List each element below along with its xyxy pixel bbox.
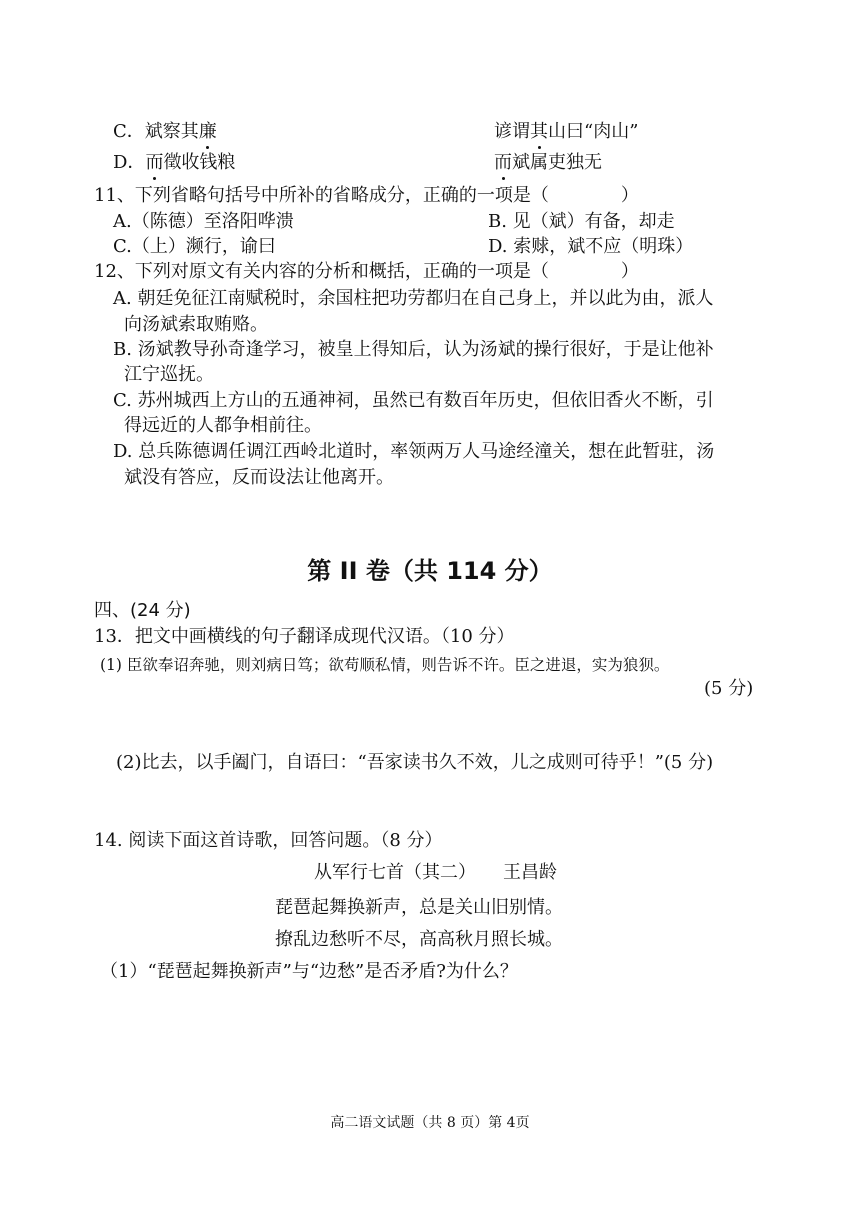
q10-d-right-text: 斌属吏独无 (512, 152, 602, 173)
q12-option-d-line1: D. 总兵陈德调任调江西岭北道时，率领两万人马途经潼关，想在此暂驻，汤 (113, 441, 715, 462)
q12-option-b-line1: B. 汤斌教导孙奇逢学习，被皇上得知后，认为汤斌的操行很好，于是让他补 (113, 339, 714, 360)
q14-stem: 14. 阅读下面这首诗歌，回答问题。（8 分） (94, 830, 443, 851)
q12-option-d-line2: 斌没有答应，反而设法让他离开。 (124, 467, 394, 488)
q10-option-c-left (113, 121, 217, 143)
q12-option-a-line1: A. 朝廷免征江南赋税时，余国柱把功劳都归在自己身上，并以此为由，派人 (113, 288, 714, 309)
q10-c-right-text-a: 谚谓 (494, 121, 530, 142)
part4-heading: 四、(24 分) (94, 600, 191, 621)
q12-option-b-line2: 江宁巡抚。 (124, 364, 214, 385)
q10-option-c-right (494, 121, 638, 143)
section-title: 第 II 卷（共 114 分） (307, 557, 553, 585)
q10-d-right-dotted: 而 (494, 152, 512, 173)
q10-option-d-right (494, 152, 602, 174)
poem-line-1: 琵琶起舞换新声，总是关山旧别情。 (275, 897, 563, 918)
q11-option-a: A.（陈德）至洛阳哗溃 (113, 211, 294, 232)
q11-option-c: C.（上）濒行，谕曰 (113, 236, 276, 257)
q10-d-left-dotted: 而 (145, 152, 164, 173)
q11-option-b: B. 见（斌）有备，却走 (488, 211, 675, 232)
q12-stem: 12、下列对原文有关内容的分析和概括，正确的一项是（ ） (94, 261, 639, 282)
q13-sentence-2: (2)比去，以手阖门，自语曰：“吾家读书久不效，儿之成则可待乎！”(5 分) (116, 752, 714, 773)
q12-option-a-line2: 向汤斌索取贿赂。 (124, 314, 268, 335)
q13-sentence-1-score: (5 分) (704, 678, 754, 699)
q14-question-1: （1）“琵琶起舞换新声”与“边愁”是否矛盾?为什么？ (100, 961, 518, 982)
q10-d-left-text-b: 徵收钱粮 (163, 152, 236, 173)
q13-stem: 13．把文中画横线的句子翻译成现代汉语。（10 分） (94, 626, 515, 647)
q10-c-right-text-b: 山曰“肉山” (548, 121, 639, 142)
q10-c-right-dotted: 其 (530, 121, 548, 142)
q11-option-d: D. 索赇，斌不应（明珠） (488, 236, 694, 257)
q12-option-c-line1: C. 苏州城西上方山的五通神祠，虽然已有数百年历史，但依旧香火不断，引 (113, 390, 714, 411)
q12-option-c-line2: 得远近的人都争相前往。 (124, 415, 322, 436)
poem-title: 从军行七首（其二） 王昌龄 (314, 862, 557, 883)
q10-option-d-left (113, 152, 235, 174)
q13-sentence-1: (1) 臣欲奉诏奔驰，则刘病日笃；欲苟顺私情，则告诉不许。臣之进退，实为狼狈。 (100, 656, 670, 674)
q11-stem: 11、下列省略句括号中所补的省略成分，正确的一项是（ ） (94, 185, 639, 206)
q10-c-left-dotted: 廉 (198, 121, 217, 142)
poem-line-2: 撩乱边愁听不尽，高高秋月照长城。 (275, 929, 563, 950)
q10-c-left-text: C．斌察其 (113, 121, 199, 142)
q10-d-left-text-a: D． (113, 152, 146, 173)
page-footer: 高二语文试题（共 8 页）第 4页 (330, 1115, 530, 1131)
